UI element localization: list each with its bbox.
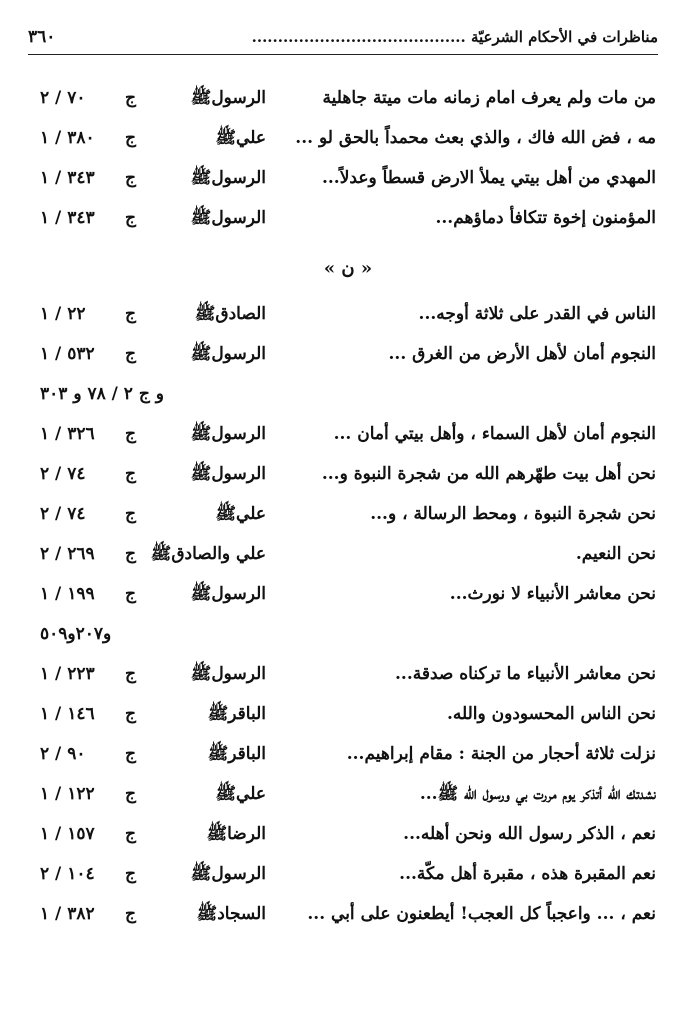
entry-volume-label: ج [125,424,136,444]
entry-narrator: الرسولﷺ [190,464,266,484]
entry-narrator: عليﷺ [215,504,266,524]
entry-volume-label: ج [125,784,136,804]
index-entry [40,294,656,334]
entry-volume-label: ج [125,704,136,724]
entry-volume-label: ج [125,504,136,524]
index-entry [40,118,656,158]
entry-narrator: الباقرﷺ [207,704,266,724]
entry-text: نعم ، ... واعجباً كل العجب! أيطعنون على أبي ... [307,904,656,924]
index-entry [40,158,656,198]
entry-narrator: الرسولﷺ [190,664,266,684]
entry-reference: ٧٤ / ٢ [40,504,86,524]
entry-reference: ٣٤٣ / ١ [40,208,95,228]
entry-reference: ٢٢٣ / ١ [40,664,95,684]
entry-narrator: عليﷺ [215,128,266,148]
entry-narrator: الرسولﷺ [190,344,266,364]
index-entry [40,694,656,734]
continuation-text: و ج ٢ / ٧٨ و ٣٠٣ [40,384,164,404]
entry-reference: ٣٨٢ / ١ [40,904,95,924]
entry-reference: ١٠٤ / ٢ [40,864,95,884]
entry-reference: ١٢٢ / ١ [40,784,95,804]
entry-narrator: السجادﷺ [196,904,266,924]
index-entry [40,854,656,894]
continuation-text: و٢٠٧و٥٠٩ [40,624,112,644]
entry-volume-label: ج [125,824,136,844]
entry-narrator: الباقرﷺ [207,744,266,764]
entry-text: المهدي من أهل بيتي يملأ الارض قسطاً وعدلاً... [321,168,656,188]
entry-narrator: الرسولﷺ [190,208,266,228]
index-entry [40,78,656,118]
index-entry [40,334,656,374]
entry-reference: ٣٨٠ / ١ [40,128,95,148]
entry-volume-label: ج [125,904,136,924]
entry-volume-label: ج [125,344,136,364]
entry-reference: ٥٣٢ / ١ [40,344,95,364]
entry-text: نعم ، الذكر رسول الله ونحن أهله... [403,824,656,844]
running-title-line [252,28,658,46]
entry-narrator: علي والصادقﷺ [150,544,266,564]
index-entry [40,734,656,774]
entry-narrator: عليﷺ [215,784,266,804]
index-entry [40,494,656,534]
entry-reference: ١٥٧ / ١ [40,824,95,844]
index-entry [40,534,656,574]
index-entry [40,774,656,814]
entry-reference: ٩٠ / ٢ [40,744,86,764]
page-number: ٣٦٠ [28,27,56,47]
entry-text: نحن معاشر الأنبياء لا نورث... [449,584,656,604]
running-title: مناظرات في الأحكام الشرعيّة [470,28,658,46]
index-entry [40,198,656,238]
entry-text: نحن معاشر الأنبياء ما تركناه صدقة... [395,664,656,684]
entry-narrator: الرسولﷺ [190,88,266,108]
entry-reference: ١٤٦ / ١ [40,704,95,724]
entry-text: النجوم أمان لأهل الأرض من الغرق ... [388,344,656,364]
entry-text: مه ، فض الله فاك ، والذي بعث محمداً بالحق لو ... [295,128,656,148]
entry-text: نحن أهل بيت طهّرهم الله من شجرة النبوة و... [321,464,656,484]
entry-narrator: الرضاﷺ [206,824,266,844]
entry-text: نشدتك الله أتذكر يوم مررت بي ورسول الله ﷺ... [419,784,656,804]
entry-narrator: الرسولﷺ [190,864,266,884]
entry-text: الناس في القدر على ثلاثة أوجه... [418,304,656,324]
index-list [40,78,656,934]
index-entry [40,574,656,614]
entry-text: نحن النعيم. [575,544,656,564]
entry-reference: ٧٤ / ٢ [40,464,86,484]
entry-text: النجوم أمان لأهل السماء ، وأهل بيتي أمان ... [333,424,656,444]
index-entry [40,894,656,934]
entry-text: نزلت ثلاثة أحجار من الجنة : مقام إبراهيم... [346,744,656,764]
entry-volume-label: ج [125,744,136,764]
index-entry [40,414,656,454]
entry-volume-label: ج [125,128,136,148]
entry-volume-label: ج [125,864,136,884]
entry-volume-label: ج [125,304,136,324]
entry-text: من مات ولم يعرف امام زمانه مات ميتة جاهلية [322,88,656,108]
entry-volume-label: ج [125,168,136,188]
index-entry [40,814,656,854]
index-entry [40,454,656,494]
entry-narrator: الرسولﷺ [190,584,266,604]
entry-reference: ٧٠ / ٢ [40,88,86,108]
entry-narrator: الرسولﷺ [190,168,266,188]
entry-volume-label: ج [125,584,136,604]
reference-continuation [40,374,656,414]
entry-reference: ٣٤٣ / ١ [40,168,95,188]
entry-reference: ٣٢٦ / ١ [40,424,95,444]
section-heading: « ن » [323,258,373,279]
entry-volume-label: ج [125,664,136,684]
entry-narrator: الصادقﷺ [194,304,266,324]
reference-continuation [40,614,656,654]
entry-reference: ٢٦٩ / ٢ [40,544,95,564]
entry-text: نحن شجرة النبوة ، ومحط الرسالة ، و... [370,504,656,524]
leader-dots: ......................................... [251,28,466,46]
entry-text: المؤمنون إخوة تتكافأ دماؤهم... [435,208,656,228]
entry-text: نعم المقبرة هذه ، مقبرة أهل مكّة... [399,864,656,884]
entry-reference: ٢٢ / ١ [40,304,86,324]
header-rule [28,54,658,55]
entry-narrator: الرسولﷺ [190,424,266,444]
entry-text: نحن الناس المحسودون والله. [446,704,656,724]
entry-reference: ١٩٩ / ١ [40,584,95,604]
entry-volume-label: ج [125,464,136,484]
page-header [28,24,658,50]
entry-volume-label: ج [125,544,136,564]
entry-volume-label: ج [125,88,136,108]
entry-volume-label: ج [125,208,136,228]
index-entry [40,654,656,694]
